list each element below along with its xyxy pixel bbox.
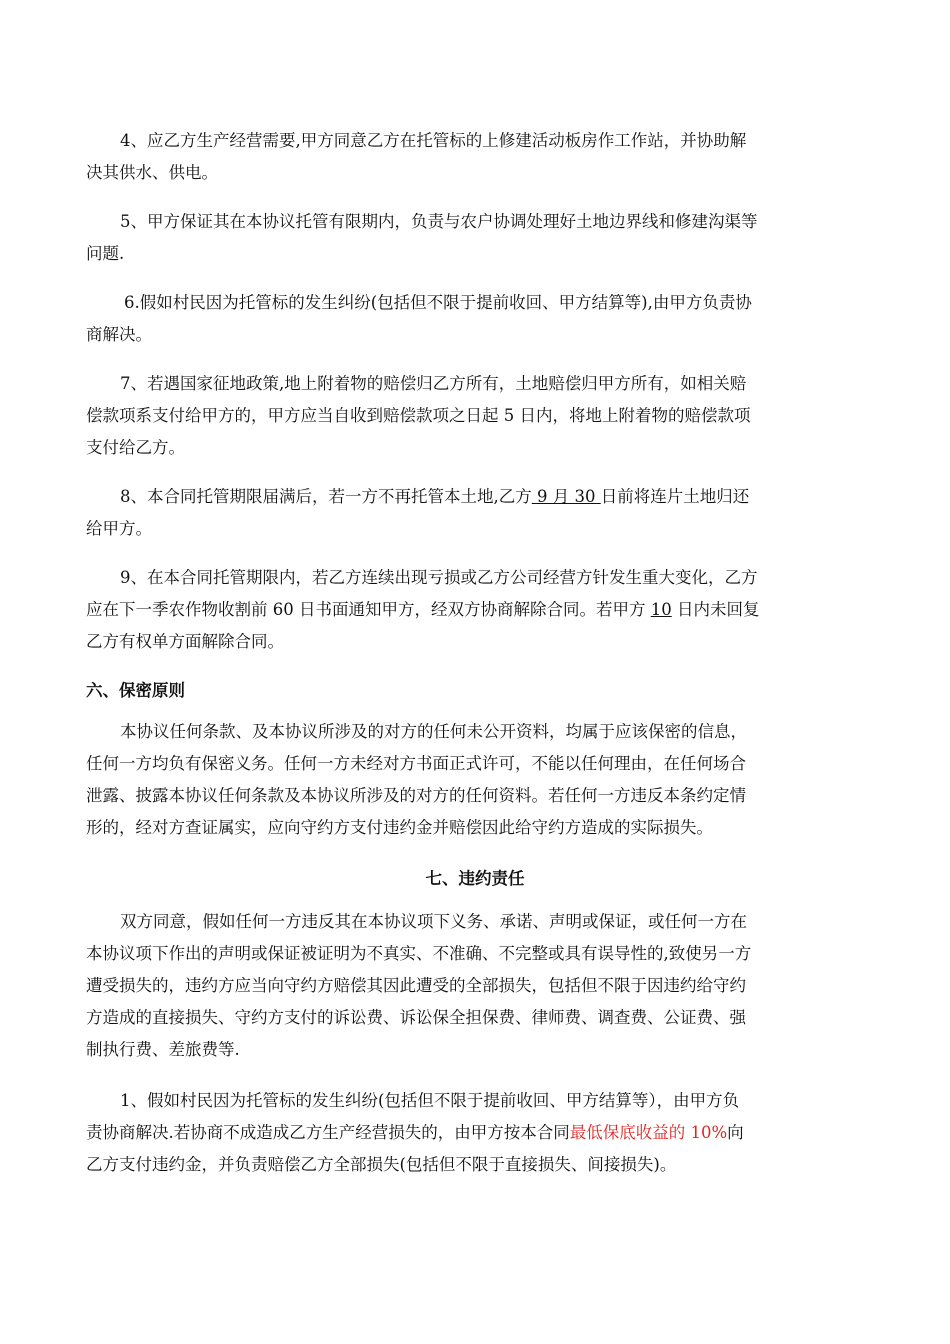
clause-9-days: 10 bbox=[650, 600, 672, 619]
clause-6-line-1: 6.假如村民因为托管标的发生纠纷(包括但不限于提前收回、甲方结算等),由甲方负责协 bbox=[124, 293, 752, 312]
clause-8-text-a: 8、本合同托管期限届满后，若一方不再托管本土地,乙方 bbox=[120, 487, 532, 506]
clause-8-text-b: 日前将连片土地归还 bbox=[600, 487, 750, 506]
clause-9-line-3: 乙方有权单方面解除合同。 bbox=[86, 632, 284, 651]
clause-4-line-1: 4、应乙方生产经营需要,甲方同意乙方在托管标的上修建活动板房作工作站，并协助解 bbox=[120, 131, 747, 150]
clause-7 bbox=[86, 368, 866, 464]
clause-8-deadline-date: 9 月 30 bbox=[531, 487, 601, 506]
section-7-body bbox=[86, 906, 866, 1066]
section-7-clause-1-line-1: 1、假如村民因为托管标的发生纠纷(包括但不限于提前收回、甲方结算等），由甲方负 bbox=[120, 1091, 740, 1110]
clause-6 bbox=[86, 287, 866, 351]
section-7-clause-1-text-a: 责协商解决.若协商不成造成乙方生产经营损失的，由甲方按本合同 bbox=[86, 1123, 570, 1142]
section-7-line-1: 双方同意，假如任何一方违反其在本协议项下义务、承诺、声明或保证，或任何一方在 bbox=[120, 912, 747, 931]
clause-9-text-b: 日内未回复 bbox=[671, 600, 760, 619]
section-7-line-3: 遭受损失的，违约方应当向守约方赔偿其因此遭受的全部损失，包括但不限于因违约给守约 bbox=[86, 976, 746, 995]
section-7-line-2: 本协议项下作出的声明或保证被证明为不真实、不准确、不完整或具有误导性的,致使另一方 bbox=[86, 944, 752, 963]
section-7-clause-1 bbox=[86, 1085, 866, 1181]
section-7-line-4: 方造成的直接损失、守约方支付的诉讼费、诉讼保全担保费、律师费、调查费、公证费、强 bbox=[86, 1008, 746, 1027]
clause-8-line-1 bbox=[86, 481, 866, 513]
clause-8-line-2: 给甲方。 bbox=[86, 519, 152, 538]
clause-6-line-2: 商解决。 bbox=[86, 325, 152, 344]
clause-8 bbox=[86, 481, 866, 545]
clause-9 bbox=[86, 562, 866, 658]
section-7-clause-1-text-b: 向 bbox=[727, 1123, 744, 1142]
clause-7-line-3: 支付给乙方。 bbox=[86, 438, 185, 457]
clause-5 bbox=[86, 206, 866, 270]
section-6-heading: 六、保密原则 bbox=[86, 681, 185, 700]
section-6-line-3: 泄露、披露本协议任何条款及本协议所涉及的对方的任何资料。若任何一方违反本条约定情 bbox=[86, 786, 746, 805]
section-6-body bbox=[86, 716, 866, 844]
section-7-clause-1-line-2 bbox=[86, 1117, 866, 1149]
clause-4 bbox=[86, 125, 866, 189]
minimum-guarantee-highlight: 最低保底收益的 10% bbox=[569, 1123, 728, 1142]
clause-7-line-2: 偿款项系支付给甲方的，甲方应当自收到赔偿款项之日起 5 日内，将地上附着物的赔偿款项 bbox=[86, 406, 751, 425]
clause-5-line-1: 5、甲方保证其在本协议托管有限期内，负责与农户协调处理好土地边界线和修建沟渠等 bbox=[120, 212, 758, 231]
section-6-line-2: 任何一方均负有保密义务。任何一方未经对方书面正式许可，不能以任何理由，在任何场合 bbox=[86, 754, 746, 773]
section-7-heading: 七、违约责任 bbox=[425, 869, 525, 888]
clause-5-line-2: 问题. bbox=[86, 244, 125, 263]
clause-7-line-1: 7、若遇国家征地政策,地上附着物的赔偿归乙方所有，土地赔偿归甲方所有，如相关赔 bbox=[120, 374, 747, 393]
clause-9-line-2 bbox=[86, 594, 866, 626]
section-7-line-5: 制执行费、差旅费等. bbox=[86, 1040, 240, 1059]
clause-9-text-a: 应在下一季农作物收割前 60 日书面通知甲方，经双方协商解除合同。若甲方 bbox=[86, 600, 651, 619]
section-6-line-1: 本协议任何条款、及本协议所涉及的对方的任何未公开资料，均属于应该保密的信息， bbox=[120, 722, 747, 741]
section-6-line-4: 形的，经对方查证属实，应向守约方支付违约金并赔偿因此给守约方造成的实际损失。 bbox=[86, 818, 713, 837]
section-7-clause-1-line-3: 乙方支付违约金，并负责赔偿乙方全部损失(包括但不限于直接损失、间接损失)。 bbox=[86, 1155, 677, 1174]
clause-4-line-2: 决其供水、供电。 bbox=[86, 163, 218, 182]
clause-9-line-1: 9、在本合同托管期限内，若乙方连续出现亏损或乙方公司经营方针发生重大变化，乙方 bbox=[120, 568, 758, 587]
